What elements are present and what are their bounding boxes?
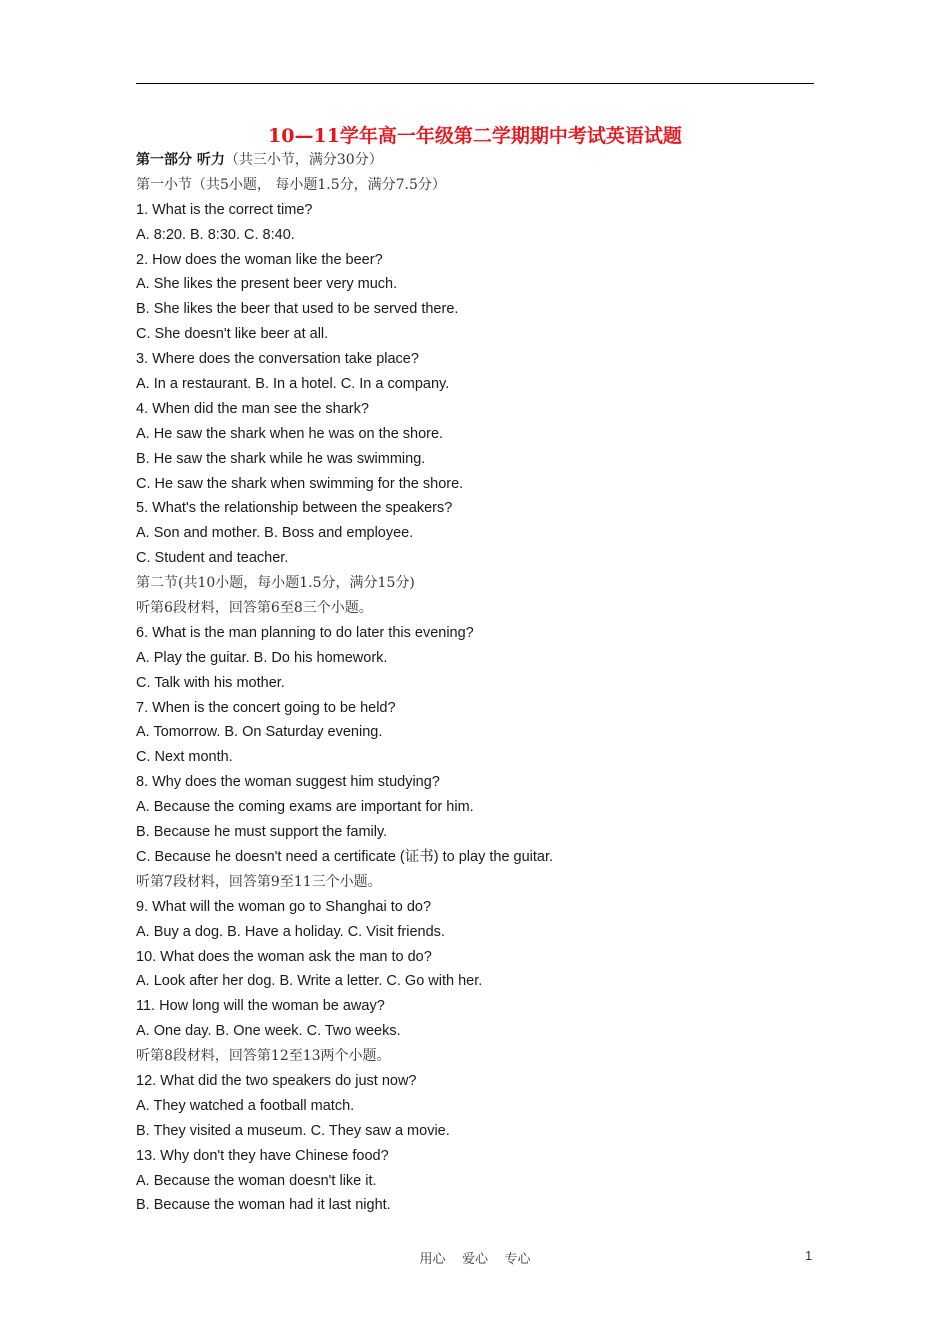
question-line: B. They visited a museum. C. They saw a movie. bbox=[136, 1122, 450, 1139]
question-line: B. Because he must support the family. bbox=[136, 824, 388, 841]
question-line: 2. How does the woman like the beer? bbox=[136, 251, 383, 268]
question-line: 3. Where does the conversation take place? bbox=[136, 351, 419, 368]
question-line: C. Talk with his mother. bbox=[136, 674, 285, 691]
section-instruction: 第一小节（共5小题， 每小题1.5分，满分7.5分） bbox=[136, 176, 446, 193]
question-line: 13. Why don't they have Chinese food? bbox=[136, 1147, 389, 1164]
question-line: A. One day. B. One week. C. Two weeks. bbox=[136, 1023, 401, 1040]
section-instruction: 听第7段材料，回答第9至11三个小题。 bbox=[136, 873, 382, 890]
question-line: 11. How long will the woman be away? bbox=[136, 998, 385, 1015]
question-line: 12. What did the two speakers do just now? bbox=[136, 1072, 417, 1089]
question-line: 9. What will the woman go to Shanghai to do? bbox=[136, 898, 432, 915]
section-instruction: 听第8段材料，回答第12至13两个小题。 bbox=[136, 1048, 391, 1065]
part-heading-score: （共三小节，满分30分） bbox=[224, 152, 383, 168]
question-line: B. He saw the shark while he was swimming. bbox=[136, 450, 426, 467]
footer-motto: 用心 爱心 专心 bbox=[419, 1252, 531, 1267]
question-line: C. He saw the shark when swimming for the shore. bbox=[136, 475, 464, 492]
question-line: 1. What is the correct time? bbox=[136, 201, 313, 218]
question-line: A. He saw the shark when he was on the shore. bbox=[136, 425, 444, 442]
question-line: 6. What is the man planning to do later this evening? bbox=[136, 624, 474, 641]
question-line: C. She doesn't like beer at all. bbox=[136, 326, 329, 343]
question-line: A. Because the woman doesn't like it. bbox=[136, 1172, 377, 1189]
section-instruction: 第二节(共10小题，每小题1.5分，满分15分) bbox=[136, 575, 415, 592]
question-line: B. She likes the beer that used to be served there. bbox=[136, 301, 459, 318]
document-title: 10—11学年高一年级第二学期期中考试英语试题 bbox=[268, 125, 682, 147]
question-line: A. Play the guitar. B. Do his homework. bbox=[136, 649, 388, 666]
document-body bbox=[136, 148, 836, 1218]
question-line: A. Look after her dog. B. Write a letter. C. Go with her. bbox=[136, 973, 483, 990]
part-heading-label: 第一部分 听力 bbox=[136, 152, 225, 168]
question-line: A. Because the coming exams are important for him. bbox=[136, 799, 474, 816]
question-line: C. Next month. bbox=[136, 749, 233, 766]
section-instruction: 听第6段材料，回答第6至8三个小题。 bbox=[136, 600, 373, 617]
page-number: 1 bbox=[805, 1248, 813, 1263]
question-line: A. Tomorrow. B. On Saturday evening. bbox=[136, 724, 383, 741]
question-line: A. They watched a football match. bbox=[136, 1097, 355, 1114]
question-line: 8. Why does the woman suggest him studying? bbox=[136, 774, 440, 791]
question-line: A. Son and mother. B. Boss and employee. bbox=[136, 525, 414, 542]
question-line: C. Student and teacher. bbox=[136, 550, 289, 567]
question-line: A. In a restaurant. B. In a hotel. C. In a company. bbox=[136, 376, 450, 393]
question-line: 5. What's the relationship between the speakers? bbox=[136, 500, 453, 517]
part-heading bbox=[136, 148, 836, 173]
question-list bbox=[136, 173, 836, 1218]
question-line: A. She likes the present beer very much. bbox=[136, 276, 398, 293]
question-line: C. Because he doesn't need a certificate (证书) to play the guitar. bbox=[136, 848, 554, 865]
question-line: A. 8:20. B. 8:30. C. 8:40. bbox=[136, 226, 295, 243]
header-rule bbox=[136, 83, 814, 84]
question-line: 10. What does the woman ask the man to do? bbox=[136, 948, 432, 965]
question-line: 7. When is the concert going to be held? bbox=[136, 699, 396, 716]
question-line: B. Because the woman had it last night. bbox=[136, 1197, 391, 1214]
question-line: 4. When did the man see the shark? bbox=[136, 400, 369, 417]
question-line: A. Buy a dog. B. Have a holiday. C. Visit friends. bbox=[136, 923, 445, 940]
